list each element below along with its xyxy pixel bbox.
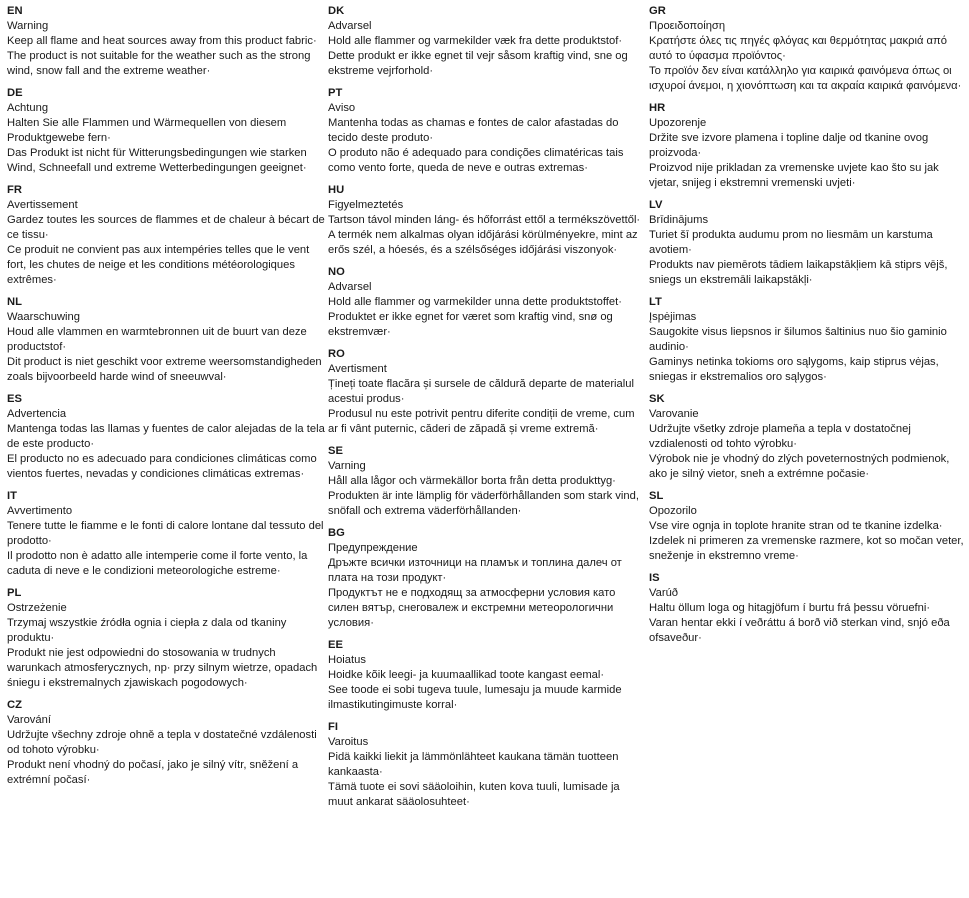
language-code: FR xyxy=(7,184,22,196)
language-block-gr xyxy=(649,4,965,94)
warning-heading: Opozorilo xyxy=(649,505,697,517)
warning-text: Saugokite visus liepsnos ir šilumos šaltinius nuo šio gaminio audinio· xyxy=(649,326,947,353)
language-block-de xyxy=(7,86,325,176)
warning-text: Mantenha todas as chamas e fontes de calor afastadas do tecido deste produto· xyxy=(328,117,619,144)
language-code: HR xyxy=(649,102,666,114)
language-block-it xyxy=(7,489,325,579)
language-block-cz xyxy=(7,698,325,788)
warning-text: Håll alla lågor och värmekällor borta från detta produkttyg· xyxy=(328,475,616,487)
language-code: DE xyxy=(7,87,23,99)
warning-text: Proizvod nije prikladan za vremenske uvjete kao što su jak vjetar, snijeg i ekstremni vremenski uvjeti· xyxy=(649,162,939,189)
warning-text: Produktet er ikke egnet for været som kraftig vind, snø og ekstremvær· xyxy=(328,311,613,338)
language-block-bg xyxy=(328,526,646,631)
warning-text: Продуктът не е подходящ за атмосферни условия като силен вятър, снеговалеж и екстремни метеорологични условия· xyxy=(328,587,616,629)
warning-text: Produkts nav piemērots tādiem laikapstākļiem kā stiprs vējš, sniegs un ekstremāli laikapstākļi· xyxy=(649,259,948,286)
warning-text: Houd alle vlammen en warmtebronnen uit de buurt van deze productstof· xyxy=(7,326,307,353)
warning-text: Produkten är inte lämplig för väderförhållanden som stark vind, snöfall och extrema väderförhållanden· xyxy=(328,490,639,517)
warning-text: Gardez toutes les sources de flammes et de chaleur à bécart de ce tissu· xyxy=(7,214,325,241)
warning-text: Držite sve izvore plamena i topline dalje od tkanine ovog proizvoda· xyxy=(649,132,929,159)
warning-heading: Avertissement xyxy=(7,199,78,211)
language-code: LV xyxy=(649,199,663,211)
warning-text: Varan hentar ekki í veðráttu á borð við sterkan vind, snjó eða ofsaveður· xyxy=(649,617,950,644)
warning-text: Výrobok nie je vhodný do zlých poveternostných podmienok, ako je silný vietor, sneh a extrémne počasie· xyxy=(649,453,950,480)
language-code: PL xyxy=(7,587,22,599)
warning-heading: Advarsel xyxy=(328,20,372,32)
warning-text: Hold alle flammer og varmekilder unna dette produktstoffet· xyxy=(328,296,622,308)
warning-text: See toode ei sobi tugeva tuule, lumesaju ja muude karmide ilmastikutingimuste korral· xyxy=(328,684,622,711)
language-code: LT xyxy=(649,296,662,308)
warning-text: Vse vire ognja in toplote hranite stran od te tkanine izdelka· xyxy=(649,520,943,532)
warning-heading: Avertisment xyxy=(328,363,387,375)
warning-text: Hold alle flammer og varmekilder væk fra dette produktstof· xyxy=(328,35,623,47)
language-code: IS xyxy=(649,572,660,584)
language-code: SL xyxy=(649,490,664,502)
warning-text: Keep all flame and heat sources away from this product fabric· xyxy=(7,35,317,47)
warning-text: Hoidke kõik leegi- ja kuumaallikad toote kangast eemal· xyxy=(328,669,605,681)
language-block-ee xyxy=(328,638,646,713)
language-block-se xyxy=(328,444,646,519)
warning-text: Mantenga todas las llamas y fuentes de calor alejadas de la tela de este producto· xyxy=(7,423,325,450)
language-code: CZ xyxy=(7,699,22,711)
warning-text: Haltu öllum loga og hitagjöfum í burtu frá þessu vöruefni· xyxy=(649,602,931,614)
warning-text: Tartson távol minden láng- és hőforrást ettől a termékszövettől· xyxy=(328,214,641,226)
language-block-pl xyxy=(7,586,325,691)
warning-heading: Varúð xyxy=(649,587,679,599)
warning-heading: Warning xyxy=(7,20,49,32)
language-code: RO xyxy=(328,348,345,360)
warning-text: O produto não é adequado para condições climatéricas tais como vento forte, queda de neve e outras extremas· xyxy=(328,147,624,174)
column-3 xyxy=(649,4,965,653)
warning-text: Izdelek ni primeren za vremenske razmere, kot so močan veter, sneženje in ekstremno vreme· xyxy=(649,535,964,562)
warning-text: The product is not suitable for the weather such as the strong wind, snow fall and the extreme weather· xyxy=(7,50,311,77)
warning-text: Κρατήστε όλες τις πηγές φλόγας και θερμότητας μακριά από αυτό το ύφασμα προϊόντος· xyxy=(649,35,947,62)
warning-heading: Varování xyxy=(7,714,51,726)
language-block-es xyxy=(7,392,325,482)
warning-text: Ce produit ne convient pas aux intempéries telles que le vent fort, les chutes de neige et les conditions météorologiques extrêmes· xyxy=(7,244,310,286)
warning-heading: Upozorenje xyxy=(649,117,707,129)
language-code: ES xyxy=(7,393,22,405)
warning-text: Tenere tutte le fiamme e le fonti di calore lontane dal tessuto del prodotto· xyxy=(7,520,324,547)
language-block-sl xyxy=(649,489,965,564)
language-code: SE xyxy=(328,445,343,457)
language-code: NL xyxy=(7,296,22,308)
language-code: GR xyxy=(649,5,666,17)
warning-text: Il prodotto non è adatto alle intemperie come il forte vento, la caduta di neve e le condizioni meteorologiche estreme· xyxy=(7,550,308,577)
warning-text: Tämä tuote ei sovi sääoloihin, kuten kova tuuli, lumisade ja muut ankarat sääolosuhteet· xyxy=(328,781,620,808)
language-code: EE xyxy=(328,639,343,651)
warning-text: Trzymaj wszystkie źródła ognia i ciepła z dala od tkaniny produktu· xyxy=(7,617,287,644)
language-block-is xyxy=(649,571,965,646)
warning-heading: Varovanie xyxy=(649,408,699,420)
language-code: DK xyxy=(328,5,345,17)
language-code: NO xyxy=(328,266,345,278)
language-block-ro xyxy=(328,347,646,437)
language-block-hr xyxy=(649,101,965,191)
warning-heading: Varoitus xyxy=(328,736,369,748)
language-code: HU xyxy=(328,184,345,196)
language-block-en xyxy=(7,4,325,79)
warning-text: Dit product is niet geschikt voor extreme weersomstandigheden zoals bijvoorbeeld harde wind of sneeuwval· xyxy=(7,356,322,383)
language-block-fi xyxy=(328,720,646,810)
language-block-pt xyxy=(328,86,646,176)
warning-text: Udržujte všetky zdroje plameňa a tepla v dostatočnej vzdialenosti od tohto výrobku· xyxy=(649,423,911,450)
language-block-lt xyxy=(649,295,965,385)
warning-heading: Предупреждение xyxy=(328,542,418,554)
warning-text: Produsul nu este potrivit pentru diferite condiții de vreme, cum ar fi vânt puternic, căderi de zăpadă și vreme extremă· xyxy=(328,408,635,435)
language-code: FI xyxy=(328,721,338,733)
warning-heading: Achtung xyxy=(7,102,49,114)
language-code: IT xyxy=(7,490,17,502)
language-code: SK xyxy=(649,393,665,405)
warning-heading: Varning xyxy=(328,460,366,472)
warning-text: Pidä kaikki liekit ja lämmönlähteet kaukana tämän tuotteen kankaasta· xyxy=(328,751,619,778)
warning-heading: Avvertimento xyxy=(7,505,73,517)
language-block-lv xyxy=(649,198,965,288)
warning-heading: Ostrzeżenie xyxy=(7,602,67,614)
warning-text: Halten Sie alle Flammen und Wärmequellen von diesem Produktgewebe fern· xyxy=(7,117,287,144)
warning-text: Produkt nie jest odpowiedni do stosowania w trudnych warunkach atmosferycznych, np· przy silnym wietrze, opadach śniegu i ekstremalnych zjawiskach pogodowych· xyxy=(7,647,318,689)
language-block-dk xyxy=(328,4,646,79)
warning-heading: Waarschuwing xyxy=(7,311,80,323)
warning-text: El producto no es adecuado para condiciones climáticas como vientos fuertes, nevadas y condiciones climáticas extremas· xyxy=(7,453,317,480)
language-code: EN xyxy=(7,5,23,17)
warning-text: Turiet šī produkta audumu prom no liesmām un karstuma avotiem· xyxy=(649,229,933,256)
language-block-fr xyxy=(7,183,325,288)
warning-text: Produkt není vhodný do počasí, jako je silný vítr, sněžení a extrémní počasí· xyxy=(7,759,299,786)
warning-text: Udržujte všechny zdroje ohně a tepla v dostatečné vzdálenosti od tohoto výrobku· xyxy=(7,729,317,756)
warning-text: Das Produkt ist nicht für Witterungsbedingungen wie starken Wind, Schneefall und extreme Wetterbedingungen geeignet· xyxy=(7,147,307,174)
warning-heading: Aviso xyxy=(328,102,356,114)
column-2 xyxy=(328,4,646,817)
warning-text: Το προϊόν δεν είναι κατάλληλο για καιρικά φαινόμενα όπως οι ισχυροί άνεμοι, η χιονόπτωση και τα ακραία καιρικά φαινόμενα· xyxy=(649,65,962,92)
language-block-no xyxy=(328,265,646,340)
language-block-sk xyxy=(649,392,965,482)
language-block-hu xyxy=(328,183,646,258)
warning-text: Gaminys netinka tokioms oro sąlygoms, kaip stiprus vėjas, sniegas ir ekstremalios oro sąlygos· xyxy=(649,356,939,383)
warning-heading: Advarsel xyxy=(328,281,372,293)
column-1 xyxy=(7,4,325,795)
warning-text: A termék nem alkalmas olyan időjárási körülményekre, mint az erős szél, a hóesés, és a szélsőséges időjárási viszonyok· xyxy=(328,229,638,256)
language-code: BG xyxy=(328,527,345,539)
warning-text: Dette produkt er ikke egnet til vejr såsom kraftig vind, sne og ekstreme vejrforhold· xyxy=(328,50,628,77)
warning-heading: Brīdinājums xyxy=(649,214,709,226)
warning-heading: Προειδοποίηση xyxy=(649,20,726,32)
warning-heading: Figyelmeztetés xyxy=(328,199,404,211)
language-code: PT xyxy=(328,87,343,99)
warning-text: Țineți toate flacăra și sursele de căldură departe de materialul acestui produs· xyxy=(328,378,634,405)
language-block-nl xyxy=(7,295,325,385)
warning-text: Дръжте всички източници на пламък и топлина далеч от плата на този продукт· xyxy=(328,557,622,584)
warning-heading: Įspėjimas xyxy=(649,311,697,323)
warning-heading: Advertencia xyxy=(7,408,67,420)
warning-heading: Hoiatus xyxy=(328,654,366,666)
